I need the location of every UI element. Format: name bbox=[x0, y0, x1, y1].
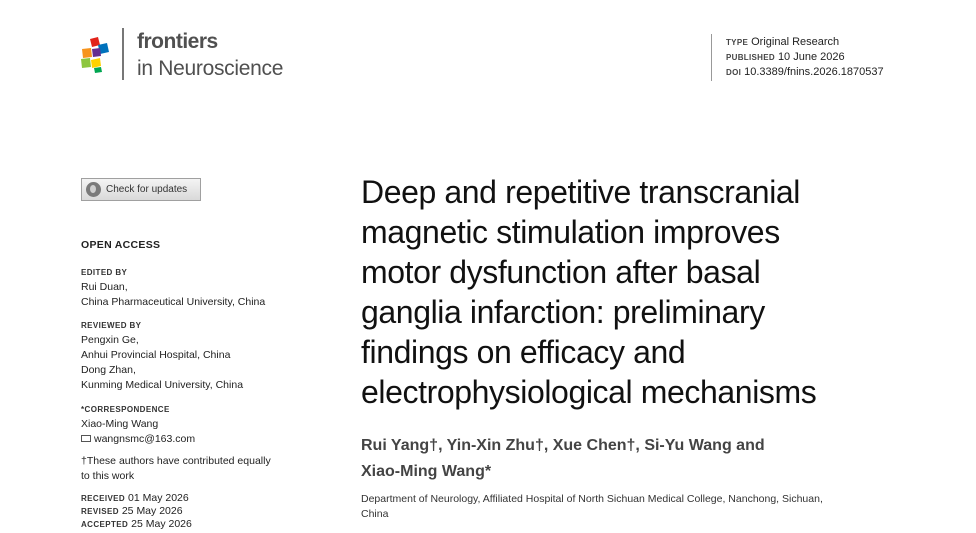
equal-contribution-note bbox=[81, 454, 271, 484]
article-type-key: TYPE bbox=[726, 38, 749, 47]
title-line: magnetic stimulation improves bbox=[361, 214, 780, 250]
doi-key: DOI bbox=[726, 68, 742, 77]
envelope-icon bbox=[81, 435, 91, 442]
reviewer-name: Dong Zhan, bbox=[81, 364, 136, 376]
equal-note-line-2: to this work bbox=[81, 470, 135, 482]
accepted-date bbox=[81, 518, 192, 531]
doi bbox=[726, 66, 884, 78]
affiliation-line-1: Department of Neurology, Affiliated Hospital of North Sichuan Medical College, Nanchong, Sichuan, bbox=[361, 493, 823, 505]
equal-note-line-1: †These authors have contributed equally bbox=[81, 455, 271, 467]
affiliation bbox=[361, 492, 901, 522]
check-for-updates-button[interactable] bbox=[81, 178, 201, 201]
revised-date bbox=[81, 505, 192, 518]
authors-line-2[interactable]: Xiao-Ming Wang* bbox=[361, 463, 492, 480]
editor-name: Rui Duan, bbox=[81, 281, 128, 293]
published-value: 10 June 2026 bbox=[777, 51, 845, 63]
received-value: 01 May 2026 bbox=[128, 492, 189, 504]
meta-divider bbox=[711, 34, 712, 81]
doi-link[interactable]: 10.3389/fnins.2026.1870537 bbox=[744, 66, 884, 78]
correspondence-email-row bbox=[81, 432, 195, 447]
correspondence-name: Xiao-Ming Wang bbox=[81, 418, 159, 430]
published-date bbox=[726, 51, 845, 63]
check-updates-label: Check for updates bbox=[106, 184, 188, 195]
article-title bbox=[361, 172, 921, 412]
reviewer-affiliation: Kunming Medical University, China bbox=[81, 379, 244, 391]
accepted-key: ACCEPTED bbox=[81, 520, 129, 529]
correspondence-section bbox=[81, 402, 195, 447]
accepted-value: 25 May 2026 bbox=[131, 518, 192, 530]
received-key: RECEIVED bbox=[81, 494, 126, 503]
authors-line-1[interactable]: Rui Yang†, Yin-Xin Zhu†, Xue Chen†, Si-Yu Wang and bbox=[361, 437, 765, 454]
affiliation-line-2: China bbox=[361, 508, 389, 520]
title-line: electrophysiological mechanisms bbox=[361, 374, 817, 410]
title-line: motor dysfunction after basal bbox=[361, 254, 761, 290]
correspondence-email[interactable]: wangnsmc@163.com bbox=[94, 433, 196, 445]
title-line: Deep and repetitive transcranial bbox=[361, 174, 801, 210]
correspondence-key: *CORRESPONDENCE bbox=[81, 405, 170, 414]
published-key: PUBLISHED bbox=[726, 53, 775, 62]
journal-name[interactable]: frontiers bbox=[137, 30, 218, 53]
journal-section[interactable]: in Neuroscience bbox=[137, 57, 284, 80]
revised-key: REVISED bbox=[81, 507, 119, 516]
edited-by-section bbox=[81, 265, 265, 310]
author-list bbox=[361, 433, 881, 485]
article-type bbox=[726, 36, 839, 48]
article-type-value: Original Research bbox=[751, 36, 840, 48]
reviewer-name: Pengxin Ge, bbox=[81, 334, 139, 346]
edited-by-key: EDITED BY bbox=[81, 268, 128, 277]
editor-affiliation: China Pharmaceutical University, China bbox=[81, 296, 266, 308]
frontiers-logo-icon bbox=[80, 37, 110, 73]
logo-divider bbox=[122, 28, 124, 80]
title-line: findings on efficacy and bbox=[361, 334, 686, 370]
reviewer-affiliation: Anhui Provincial Hospital, China bbox=[81, 349, 231, 361]
reviewed-by-section bbox=[81, 318, 243, 393]
received-date bbox=[81, 492, 192, 505]
reviewed-by-key: REVIEWED BY bbox=[81, 321, 142, 330]
dates-section bbox=[81, 492, 192, 531]
title-line: ganglia infarction: preliminary bbox=[361, 294, 765, 330]
check-updates-icon bbox=[86, 182, 101, 197]
revised-value: 25 May 2026 bbox=[121, 505, 183, 517]
open-access-label: OPEN ACCESS bbox=[81, 239, 161, 251]
